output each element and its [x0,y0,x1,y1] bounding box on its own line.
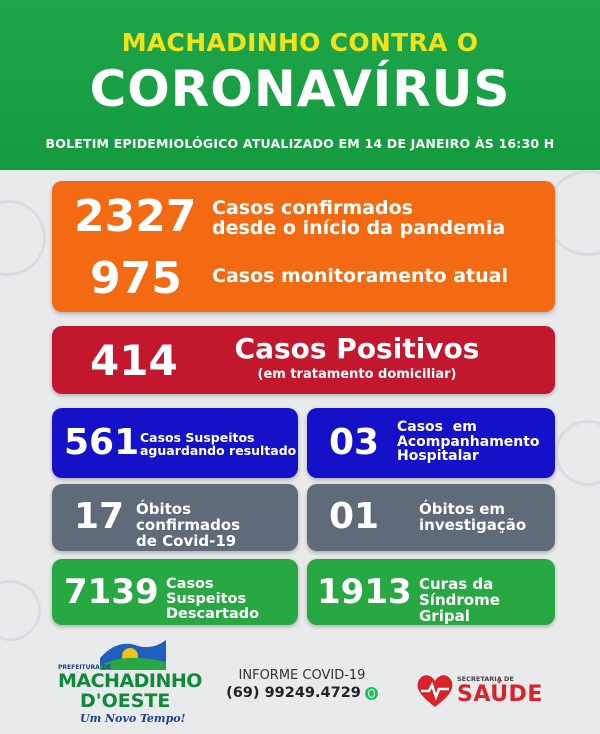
header-subtitle: BOLETIM EPIDEMIOLÓGICO ATUALIZADO EM 14 DE JANEIRO ÀS 16:30 H [45,136,555,151]
deaths-line1: Óbitos confirmados [136,500,241,534]
positive-number: 414 [90,336,178,385]
hospital-line3: Hospitalar [397,448,479,465]
confirmed-line2: desde o início da pandemia [212,216,506,239]
discarded-line2: Descartado [166,606,260,623]
discarded-card [52,559,298,625]
cures-number: 1913 [317,572,412,612]
positive-label: Casos Positivos [234,332,480,365]
hospital-line2: Acompanhamento [397,433,540,450]
deaths-number: 17 [74,496,125,537]
confirmed-cases-card [52,181,555,312]
hospital-cases-card [307,408,555,478]
secretaria-label: SECRETARIA DE [457,675,514,683]
saude-label: SAÚDE [457,682,543,707]
positive-sublabel: (em tratamento domiciliar) [257,367,457,382]
deaths-card [52,484,298,551]
cures-label [419,577,555,624]
city-name-line2: D'OESTE [80,690,171,712]
city-name-line1: MACHADINHO [58,670,202,692]
virus-decoration-icon [0,200,46,276]
phone-number[interactable]: (69) 99249.4729 [226,685,361,701]
suspect-line1: Casos Suspeitos [140,430,255,445]
city-slogan: Um Novo Tempo! [80,712,186,725]
confirmed-line1: Casos confirmados [212,197,413,219]
discarded-line1: Casos Suspeitos [166,576,247,608]
cures-line2: Síndrome Gripal [419,590,500,625]
monitoring-label: Casos monitoramento atual [212,265,508,287]
investigation-label [419,502,526,534]
investigation-number: 01 [329,496,380,537]
suspect-line2: aguardando resultado [140,443,297,459]
investigation-line2: investigação [419,515,527,534]
header-title: CORONAVÍRUS [89,60,511,118]
discarded-label [166,577,298,623]
suspect-cases-card [52,408,298,478]
city-logo [58,636,202,728]
health-secretary-logo [415,671,555,711]
investigation-card [307,484,555,551]
cures-line1: Curas da [419,575,494,593]
discarded-number: 7139 [64,572,159,612]
whatsapp-icon [365,687,378,700]
header-banner [0,0,600,170]
heart-logo-icon [415,673,455,709]
hospital-line1: Casos em [397,419,477,435]
monitoring-number: 975 [90,253,182,304]
phone-row [222,685,382,701]
informe-block [222,668,382,701]
suspect-number: 561 [64,422,140,463]
confirmed-label [212,199,505,239]
header-top-line: MACHADINHO CONTRA O [121,28,479,57]
cures-card [307,559,555,625]
deaths-label [136,502,298,549]
suspect-label [140,431,296,457]
positive-cases-card [52,326,555,394]
confirmed-number: 2327 [74,191,197,242]
hospital-label [397,420,540,464]
deaths-line2: de Covid-19 [136,531,237,550]
hospital-number: 03 [329,422,380,463]
virus-decoration-icon [0,580,41,641]
investigation-line1: Óbitos em [419,500,506,518]
prefeitura-label: PREFEITURA DE [58,664,111,671]
virus-decoration-icon [555,420,600,486]
informe-label: INFORME COVID-19 [238,668,366,683]
